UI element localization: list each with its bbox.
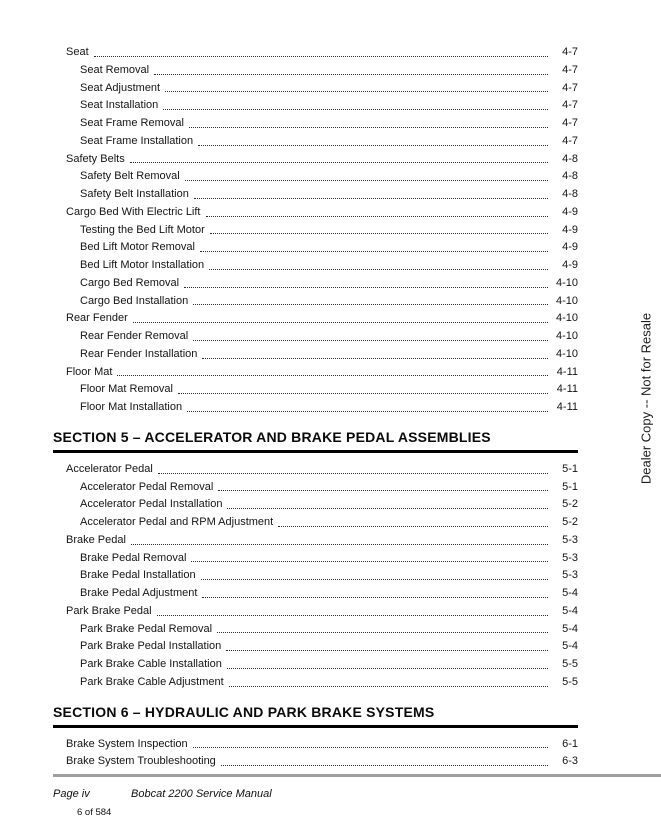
toc-entry [53,239,578,257]
toc-entry-label: Rear Fender Installation [80,347,198,360]
toc-entry [53,461,578,479]
dotted-leader [94,44,548,57]
toc-entry-page: 4-9 [562,241,578,254]
dotted-leader [226,638,548,651]
toc-entry-label: Park Brake Pedal Removal [80,622,213,635]
footer-manual-title: Bobcat 2200 Service Manual [131,787,272,800]
toc-entry [53,638,578,656]
toc-entry-label: Brake System Inspection [66,737,188,750]
toc-entry [53,62,578,80]
toc-entry-page: 5-2 [562,498,578,511]
toc-entry-label: Seat Frame Installation [80,134,194,147]
toc-entry [53,514,578,532]
toc-entry-label: Safety Belt Removal [80,170,180,183]
toc-entry-page: 5-5 [562,658,578,670]
toc-entry-label: Accelerator Pedal Installation [80,498,223,511]
toc-entry-label: Cargo Bed With Electric Lift [66,205,201,218]
toc-entry-label: Park Brake Pedal [66,604,152,617]
toc-entry [53,550,578,568]
dotted-leader [209,257,548,270]
toc-entry [53,567,578,585]
section-heading: SECTION 5 – ACCELERATOR AND BRAKE PEDAL ASSEMBLIES [53,428,491,445]
toc-entry-label: Seat Installation [80,99,159,112]
toc-entry [53,674,578,692]
toc-entry-label: Park Brake Cable Adjustment [80,675,224,688]
dotted-leader [278,514,548,527]
toc-entry-label: Floor Mat [66,365,113,378]
toc-entry [53,168,578,186]
toc-entry-label: Safety Belt Installation [80,188,189,200]
toc-entry-page: 5-2 [562,516,578,528]
toc-entry-label: Cargo Bed Installation [80,294,189,307]
toc-entry-page: 4-7 [562,81,578,94]
toc-entry-page: 5-3 [562,533,578,546]
dotted-leader [191,550,548,563]
toc-entry [53,133,578,151]
toc-entry-label: Brake Pedal [66,533,126,546]
toc-entry [53,736,578,754]
dotted-leader [217,621,548,634]
dotted-leader [227,496,548,509]
toc-entry-page: 5-3 [562,551,578,564]
dotted-leader [131,532,548,545]
dotted-leader [229,674,548,687]
dotted-leader [218,479,548,492]
toc-entry-label: Brake Pedal Removal [80,551,187,564]
toc-entry-page: 4-11 [556,401,578,413]
dotted-leader [185,168,548,181]
toc-entry [53,222,578,240]
dotted-leader [201,567,548,580]
dotted-leader [221,753,548,766]
toc-entry-page: 4-7 [562,63,578,76]
toc-entry-label: Brake Pedal Adjustment [80,587,198,599]
toc-entry-label: Rear Fender [66,312,128,325]
toc-entry-page: 4-7 [562,134,578,147]
toc-entry-page: 4-8 [562,152,578,165]
dotted-leader [194,186,548,199]
toc-entry-label: Accelerator Pedal Removal [80,480,214,493]
dotted-leader [158,461,548,474]
dotted-leader [117,364,548,377]
toc-entry [53,186,578,204]
toc-entry [53,151,578,169]
toc-entry-label: Accelerator Pedal and RPM Adjustment [80,516,274,528]
footer-sheet-indicator: 6 of 584 [77,806,112,818]
toc-entry-label: Cargo Bed Removal [80,276,180,289]
toc-entry-page: 5-1 [562,480,578,493]
toc-entry-label: Park Brake Cable Installation [80,658,222,670]
toc-entry-label: Bed Lift Motor Removal [80,241,195,254]
dotted-leader [178,381,548,394]
toc-entry-page: 5-3 [562,569,578,582]
toc-entry-page: 4-7 [562,99,578,112]
toc-entry-label: Seat [66,46,89,58]
toc-entry-page: 5-4 [562,640,578,653]
toc-entry [53,346,578,364]
toc-entry [53,97,578,115]
toc-entry-label: Seat Removal [80,63,150,76]
toc-entry [53,293,578,311]
dotted-leader [227,656,548,669]
dotted-leader [202,585,548,598]
dotted-leader [163,97,548,110]
toc-entry-page: 4-10 [555,312,578,325]
toc-entry-page: 4-9 [562,223,578,236]
toc-entry [53,204,578,222]
toc-entry-label: Testing the Bed Lift Motor [80,223,205,236]
toc-entry [53,479,578,497]
toc-entry-page: 4-10 [555,347,578,360]
toc-entry [53,603,578,621]
toc-entry-label: Safety Belts [66,152,125,165]
dotted-leader [133,310,548,323]
toc-entry-page: 4-10 [555,294,578,307]
toc-entry [53,381,578,399]
dotted-leader [165,80,548,93]
toc-entry-label: Brake System Troubleshooting [66,755,216,768]
toc-entry-page: 4-7 [562,46,578,58]
toc-entry-label: Floor Mat Installation [80,401,183,413]
toc-entry-page: 4-9 [562,205,578,218]
toc-entry-page: 5-4 [562,604,578,617]
dotted-leader [184,275,548,288]
page-footer [0,788,661,800]
toc-entry [53,44,578,62]
dotted-leader [193,293,548,306]
toc-entry [53,621,578,639]
toc-entry-label: Park Brake Pedal Installation [80,640,222,653]
footer-page-label: Page iv [53,787,90,800]
dotted-leader [154,62,548,75]
toc-entry-page: 6-1 [562,737,578,750]
toc-entry-page: 5-1 [562,462,578,475]
dotted-leader [157,603,548,616]
section-heading-rule [53,725,578,728]
dotted-leader [198,133,548,146]
toc-entry [53,115,578,133]
toc-entry [53,257,578,275]
toc-entry-page: 4-7 [562,117,578,129]
toc-entry-page: 4-11 [556,365,578,378]
toc-entry [53,310,578,328]
toc-entry-label: Seat Frame Removal [80,117,184,129]
toc-entry-page: 4-10 [555,330,578,342]
toc-entry-page: 4-8 [562,170,578,183]
toc-entry [53,656,578,674]
toc-entry-page: 4-9 [562,259,578,271]
section-heading-rule [53,450,578,453]
dotted-leader [187,399,548,412]
dotted-leader [130,151,548,164]
toc-entry-page: 6-3 [562,755,578,768]
toc-entry-label: Seat Adjustment [80,81,161,94]
toc-entry-label: Brake Pedal Installation [80,569,196,582]
toc-entry [53,80,578,98]
toc-entry [53,275,578,293]
toc-entry [53,399,578,417]
dotted-leader [193,736,548,749]
section-heading: SECTION 6 – HYDRAULIC AND PARK BRAKE SYSTEMS [53,703,435,720]
toc-entry-page: 5-5 [562,675,578,688]
dotted-leader [202,346,548,359]
toc-entry-label: Bed Lift Motor Installation [80,259,205,271]
toc-entry-page: 4-8 [562,188,578,200]
watermark-dealer-copy: Dealer Copy -- Not for Resale [638,312,654,485]
footer-divider [53,774,661,777]
toc-entry-page: 4-10 [555,276,578,289]
toc-entry-page: 4-11 [556,383,578,396]
toc-entry-page: 5-4 [562,622,578,635]
toc-entry [53,532,578,550]
dotted-leader [206,204,549,217]
toc-entry-label: Accelerator Pedal [66,462,153,475]
toc-entry [53,328,578,346]
toc-entry [53,364,578,382]
toc-entry-label: Rear Fender Removal [80,330,189,342]
toc-entry [53,496,578,514]
dotted-leader [193,328,548,341]
toc-entry-label: Floor Mat Removal [80,383,173,396]
toc-entry [53,753,578,771]
dotted-leader [189,115,548,128]
toc-entry-page: 5-4 [562,587,578,599]
toc-entry [53,585,578,603]
dotted-leader [200,239,548,252]
dotted-leader [210,222,548,235]
